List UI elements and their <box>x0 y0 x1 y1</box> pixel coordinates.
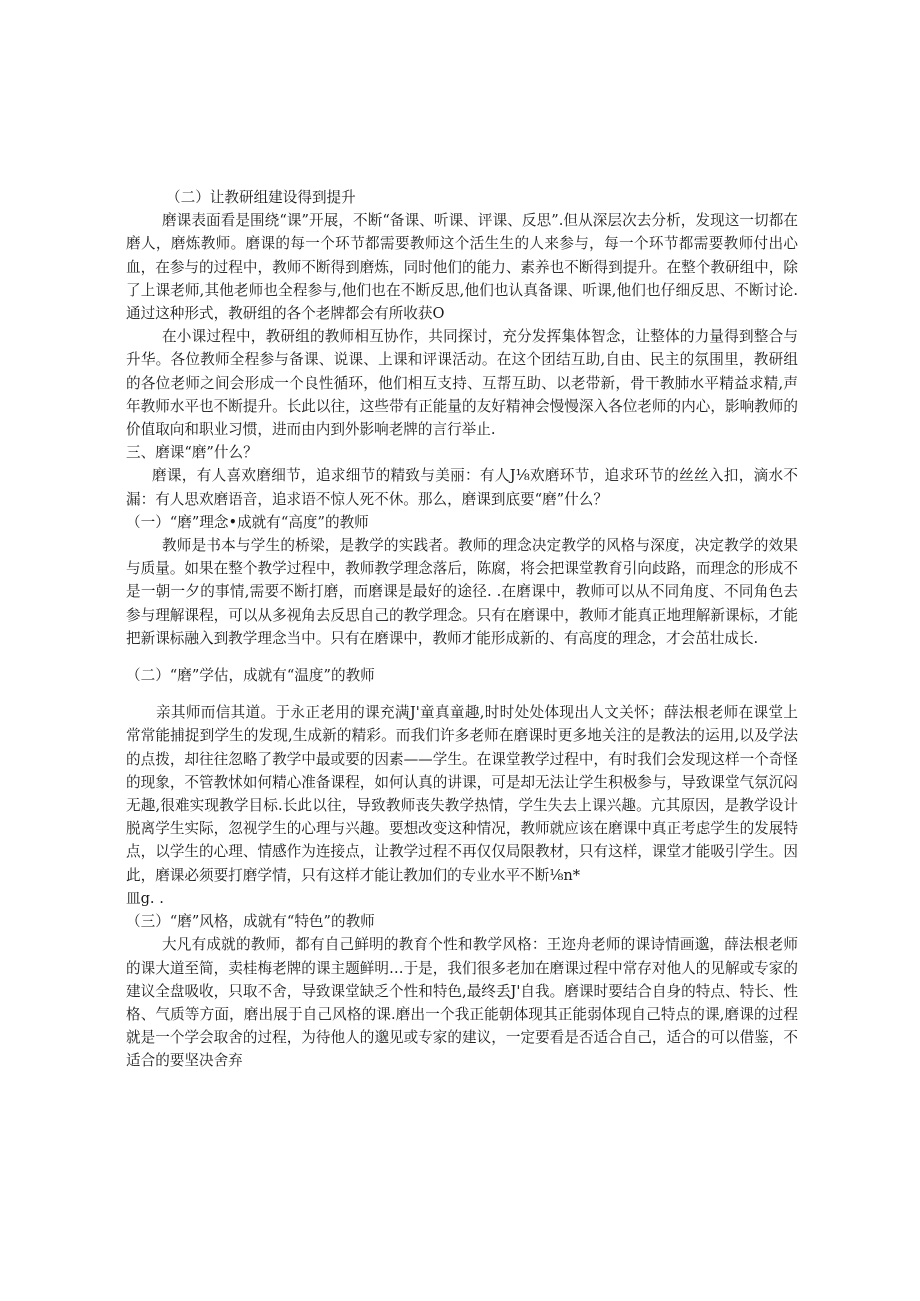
subsection-heading-3-3: （三）“磨”风格，成就有“特色”的教师 <box>126 913 375 931</box>
paragraph: 亲其师而信其道。于永正老用的课充满J'童真童趣,时时处处体现出人文关怀；薛法根老师在课堂上常常能捕捉到学生的发现,生成新的精彩。而我们许多老师在磨课时更多地关注的是教法的运用,以及学法的点拨，却往往忽略了教学中最或要的因素——学生。在课堂教学过程中，有时我们会发现这样一个奇怪的现象，不管教怵如何精心准备课程，如何认真的讲课，可是却无法让学生积极参与，导致课堂气氛沉闷无趣,很难实现教学目标.长此以往，导致教师丧失教学热情，学生失去上课兴趣。亢其原因，是教学设计脱离学生实际，忽视学生的心理与兴趣。要想改变这种情况，教师就应该在磨课中真正考虑学生的发展特点，以学生的心理、情感作为连接点，让教学过程不再仅仅局限教材，只有这样，课堂才能吸引学生。因此，磨课必须要打磨学情，只有这样才能让教加们的专业水平不断⅛n* <box>126 704 798 884</box>
paragraph: 磨课表面看是围绕“课”开展，不断“备课、听课、评课、反思”.但从深层次去分析，发现这一切都在磨人，磨炼教师。磨课的每一个环节都需要教师这个活生生的人来参与，每一个环节都需要教师付出心血，在参与的过程中，教师不断得到磨炼，同时他们的能力、素养也不断得到提升。在整个教研组中，除了上课老师,其他老师也全程参与,他们也在不断反思,他们也认真备课、听课,他们也仔细反思、不断讨论.通过这种形式，教研组的各个老牌都会有所收获O <box>126 212 798 323</box>
paragraph: 大凡有成就的教师，都有自己鲜明的教育个性和教学风格：王迩舟老师的课诗情画邈，薛法根老师的课大道至简，卖桂梅老牌的课主题鲜明…于是，我们很多老加在磨课过程中常存对他人的见解或专家的建议全盘吸收，只取不舍，导致课堂缺乏个性和特色,最终丢J'自我。磨课时要结合自身的特点、特长、性格、气质等方面，磨出展于自己风格的课.磨出一个我正能朝体现其正能弱体现自己特点的课,磨课的过程就是一个学会取舍的过程，为待他人的邈见或专家的建议，一定要看是否适合自己，适合的可以借鉴，不适合的要坚决舍弃 <box>126 936 798 1070</box>
paragraph: 磨课，有人喜欢磨细节，追求细节的精致与美丽：有人J⅛欢磨环节，追求环节的丝丝入扣，滴水不漏：有人思欢磨语音，追求语不惊人死不休。那么，磨课到底要“磨”什么？ <box>126 467 798 508</box>
subsection-heading-3-2: （二）“磨”学估，成就有“温度”的教师 <box>126 667 375 685</box>
section-heading-2: （二）让教研组建设得到提升 <box>166 189 356 206</box>
document-page <box>126 186 798 1073</box>
section-heading-3: 三、磨课“磨”什么？ <box>126 444 258 462</box>
subsection-heading-3-1: （一）“磨”理念•成就有“高度”的教师 <box>126 513 369 531</box>
paragraph-tail: 皿g. . <box>126 889 164 907</box>
paragraph: 教师是书本与学生的桥梁，是教学的实践者。教师的理念决定教学的风格与深度，决定教学的效果与质量。如果在整个教学过程中，教师教学理念落后，陈腐，将会把课堂教育引向歧路，而理念的形成不是一朝一夕的事情,需要不断打磨，而磨课是最好的途径. .在磨课中，教师可以从不同角度、不同角色去参与理解课程，可以从多视角去反思自己的教学理念。只有在磨课中，教师才能真正地理解新课标，才能把新课标融入到教学理念当中。只有在磨课中，教师才能形成新的、有高度的理念，才会茁壮成长. <box>126 537 798 647</box>
paragraph: 在小课过程中，教研组的教师相互协作，共同探讨，充分发挥集体智念，让整体的力量得到整合与升华。各位教师全程参与备课、说课、上课和评课活动。在这个团结互助,自由、民主的氛围里，教研组的各位老师之间会形成一个良性循环，他们相互支持、互帮互助、以老带新，骨干教肺水平精益求精,声年教师水平也不断提升。长此以往，这些带有正能量的友好精神会慢慢深入各位老师的内心，影响教师的价值取向和职业习惯，进而由内到外影响老牌的言行举止. <box>126 328 798 439</box>
